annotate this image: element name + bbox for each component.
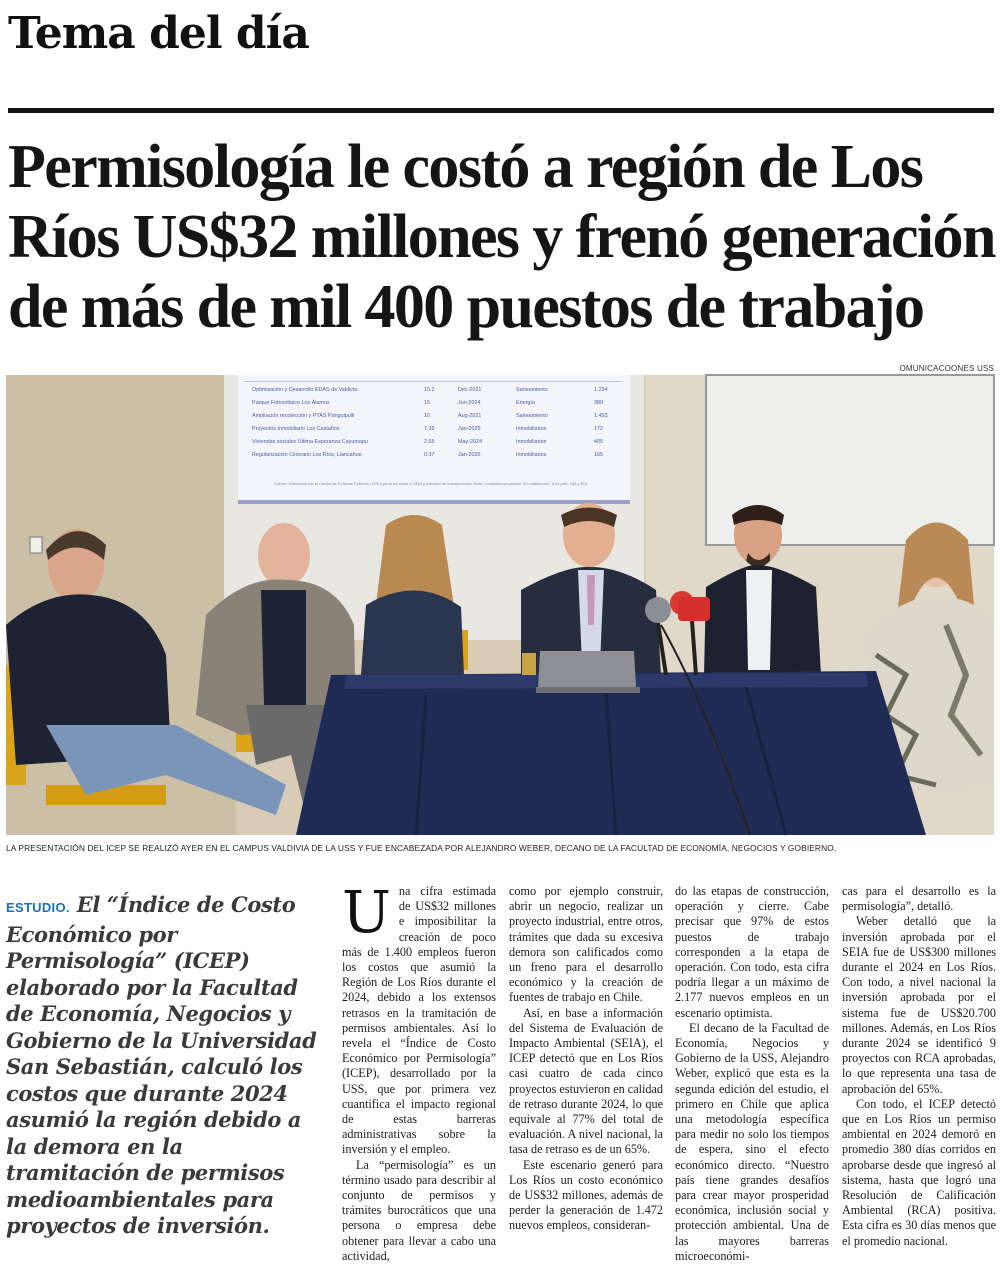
body-paragraph: como por ejemplo construir, abrir un negocio, realizar un proyecto industrial, entre otros, trámites que dada su excesiva demora son calificados como un freno para el desarrollo económico y la creación de fuentes de trabajo en Chile.	[509, 884, 663, 1005]
headline: Permisología le costó a región de Los Ríos US$32 millones y frenó generación de más de mil 400 puestos de trabajo	[8, 133, 995, 341]
screen-table-cell: 0.37	[424, 452, 435, 458]
screen-table-cell: Inmobiliarios	[516, 439, 547, 445]
screen-table-cell: Aug-2021	[458, 413, 482, 419]
screen-table-cell: 165	[594, 452, 603, 458]
screen-table-cell: Inmobiliarios	[516, 426, 547, 432]
screen-note: Fuente: Elaborado por el Centro de Políticas Públicas USS a partir de cifras e-SEIA y solicitud de transparencia. Nota: Considera proyectos "En calificación" 8 de julio, DIA y EIA.	[274, 481, 589, 486]
lead-summary	[6, 892, 322, 1240]
screen-table-cell: Dec-2021	[458, 387, 482, 393]
body-paragraph: Con todo, el ICEP detectó que en Los Ríos un permiso ambiental en 2024 demoró en promedio 380 días corridos en aprobarse desde que ingresó al sistema, hasta que logró una Resolución de Calificación Ambiental (RCA) positiva. Esta cifra es 30 días menos que el promedio nacional.	[842, 1096, 996, 1248]
screen-table-cell: Viviendas sociales Última Esperanza Cayumapu	[252, 439, 368, 445]
lead-text: El “Índice de Costo Económico por Permisología” (ICEP) elaborado por la Facultad de Economía, Negocios y Gobierno de la Universidad San Sebastián, calculó los costos que durante 2024 asumió la región debido a la demora en la tramitación de permisos medioambientales para proyectos de inversión.	[6, 892, 317, 1238]
screen-table-cell: Jan-2025	[458, 426, 481, 432]
press-conference-photo	[6, 375, 994, 835]
body-column-4	[842, 884, 996, 1249]
screen-table-cell: May-2024	[458, 439, 482, 445]
screen-table-cell: Parque Fotovoltaico Los Álamos	[252, 400, 330, 406]
lead-kicker: ESTUDIO.	[6, 900, 70, 915]
screen-table-cell: 1.234	[594, 387, 608, 393]
body-paragraph: na cifra estimada de US$32 millones e imposibilitar la creación de poco más de 1.400 empleos fueron los costos que asumió la Región de Los Ríos durante el 2024, debido a los extensos retrasos en la tramitación de permisos ambientales. Así lo revela el “Índice de Costo Económico por Permisología” (ICEP), desarrollado por la USS, que por primera vez cuantifica el impacto regional de estas barreras administrativas sobre la inversión y el empleo.	[342, 884, 496, 1157]
body-column-2	[509, 884, 663, 1234]
body-column-1	[342, 878, 496, 1264]
body-column-3	[675, 884, 829, 1264]
screen-table-cell: Proyectos Inmobiliario Los Castaños	[252, 426, 340, 432]
body-paragraph: do las etapas de construcción, operación y cierre. Cabe precisar que 97% de estos puestos de trabajo corresponden a la etapa de operación. Con todo, esta cifra podría llegar a un máximo de 2.177 nuevos empleos en un escenario optimista.	[675, 884, 829, 1020]
body-paragraph: El decano de la Facultad de Economía, Negocios y Gobierno de la USS, Alejandro Weber, explicó que esta es la segunda edición del estudio, el primero en Chile que aplica una metodología específica para medir no solo los tiempos de espera, sino el efecto económico directo. “Nuestro país tiene grandes desafíos para crear mayor prosperidad económica, inclusión social y protección ambiental. Una de las mayores barreras microeconómi-	[675, 1020, 829, 1263]
screen-table-cell: 172	[594, 426, 603, 432]
screen-table-cell: Saneamiento	[516, 387, 548, 393]
section-title: Tema del día	[8, 8, 309, 59]
screen-table-cell: 15.2	[424, 387, 435, 393]
body-paragraph: La “permisología” es un término usado para describir al conjunto de permisos y trámites burocráticos que una persona o empresa debe obtener para llevar a cabo una actividad,	[342, 1157, 496, 1263]
screen-table-cell: Jun-2024	[458, 400, 481, 406]
screen-table-cell: 7.39	[424, 426, 435, 432]
screen-table-cell: Ampliación recolección y PTAS Panguipulli	[252, 413, 355, 419]
body-paragraph: Así, en base a información del Sistema de Evaluación de Impacto Ambiental (SEIA), el ICEP detectó que en Los Ríos casi cuatro de cada cinco proyectos estuvieron en calidad de retraso durante 2024, lo que equivale al 77% del total de evaluación. A nivel nacional, la tasa de retraso es de un 65%.	[509, 1005, 663, 1157]
screen-table-cell: 389	[594, 400, 603, 406]
drop-cap: U	[342, 878, 391, 946]
body-paragraph: Este escenario generó para Los Ríos un costo económico de US$32 millones, además de perder la generación de 1.472 nuevos empleos, consideran-	[509, 1157, 663, 1233]
body-paragraph: cas para el desarrollo es la permisología”, detalló.	[842, 884, 996, 914]
body-paragraph: Weber detalló que la inversión aprobada por el SEIA fue de US$300 millones durante el 2024 en Los Ríos. Con todo, a nivel nacional la inversión aprobada por el sistema fue de US$20.700 millones. Además, en Los Ríos durante 2024 se identificó 9 proyectos con RCA aprobadas, lo que representa una tasa de aprobación del 65%.	[842, 914, 996, 1096]
screen-table-cell: 2.65	[424, 439, 435, 445]
screen-table-cell: 1.453	[594, 413, 608, 419]
screen-table-cell: 15	[424, 400, 430, 406]
screen-table-cell: 10	[424, 413, 430, 419]
screen-table-cell: Saneamiento	[516, 413, 548, 419]
photo-caption: LA PRESENTACIÓN DEL ICEP SE REALIZÓ AYER EN EL CAMPUS VALDIVIA DE LA USS Y FUE ENCABEZADA POR ALEJANDRO WEBER, DECANO DE LA FACULTAD DE ECONOMÍA, NEGOCIOS Y GOBIERNO.	[6, 843, 837, 853]
screen-table-cell: Optimización y Desarrollo EDAS de Valdivia	[252, 387, 358, 393]
screen-table-cell: Jan-2025	[458, 452, 481, 458]
screen-table-cell: Inmobiliarios	[516, 452, 547, 458]
screen-table-cell: Regularización Cinerario Los Ríos, Llancahue	[252, 452, 362, 458]
photo-credit: OMUNICACOONES USS	[899, 364, 994, 373]
top-rule	[8, 108, 994, 113]
screen-table-cell: 405	[594, 439, 603, 445]
screen-table-cell: Energía	[516, 400, 535, 406]
